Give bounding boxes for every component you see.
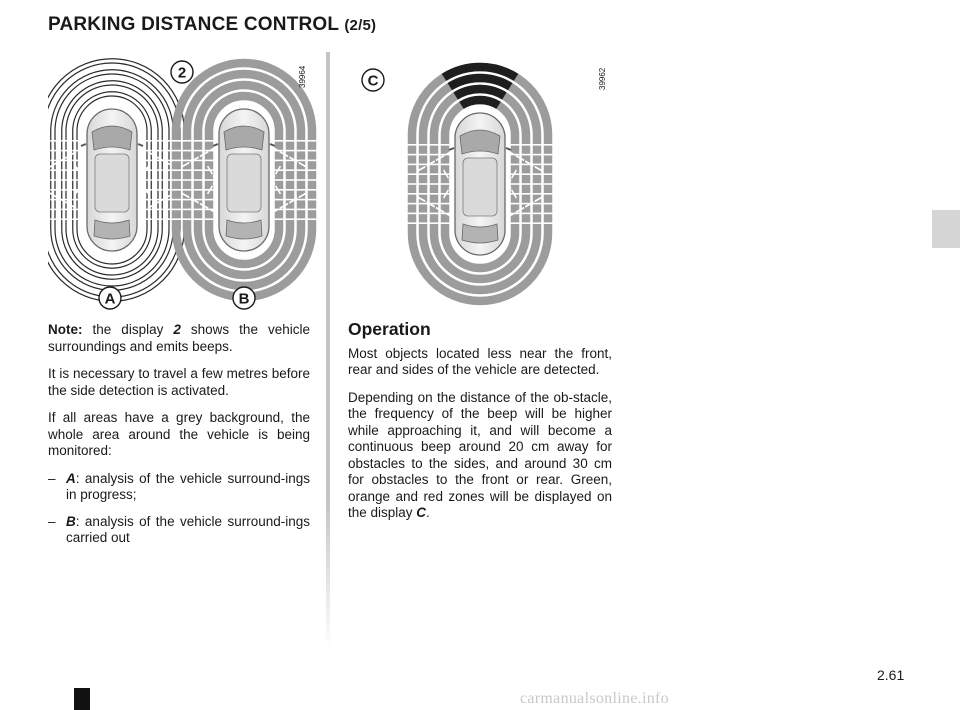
car-roof <box>463 158 497 216</box>
callout-a <box>99 287 121 309</box>
figure-display-c-svg <box>356 52 596 314</box>
corner-marker <box>74 688 90 710</box>
callout-a-text: A <box>104 290 116 308</box>
car-rear-window <box>226 220 262 239</box>
front-zone-active <box>456 89 505 96</box>
car-roof <box>95 154 129 212</box>
chapter-side-tab[interactable] <box>932 210 960 248</box>
section-heading-operation: Operation <box>348 319 431 339</box>
figure-display-a-b-svg <box>48 52 320 314</box>
figure-display-a-b <box>48 52 320 314</box>
car-rear-window <box>94 220 130 239</box>
note-text-post: shows the vehicle surroundings and emits beeps. <box>48 322 310 354</box>
operation-paragraph-1: Most objects located less near the front, rear and sides of the vehicle are detected. <box>348 345 612 377</box>
note-display-ref: 2 <box>173 322 181 337</box>
page-number: 2.61 <box>877 667 905 683</box>
list-item-a <box>48 471 310 504</box>
display-b-graphic <box>171 63 317 297</box>
travel-paragraph: It is necessary to travel a few metres before the side detection is activated. <box>48 366 310 398</box>
callout-b <box>233 287 255 309</box>
callout-2-text: 2 <box>177 64 187 82</box>
operation-paragraph-2-text: Depending on the distance of the ob-stacle, the frequency of the beep will be higher while approaching it, and will become a continuous beep around 20 cm away for obstacles to the sides, and around 30 cm for obstacles to the front or rear. Green, orange and red zones will be displayed on the display <box>348 389 612 520</box>
display-c-ref: C <box>416 505 427 520</box>
callout-c <box>362 69 384 91</box>
figure-display-c <box>356 52 596 314</box>
note-text-pre: the display <box>82 322 174 337</box>
watermark: carmanualsonline.info <box>520 690 669 707</box>
callout-c-text: C <box>367 72 379 90</box>
car-windscreen <box>92 126 132 150</box>
car-roof <box>227 154 261 212</box>
callout-b-text: B <box>238 290 250 308</box>
display-c-graphic <box>407 67 553 301</box>
grey-background-paragraph: If all areas have a grey background, the whole area around the vehicle is being monitored: <box>48 410 310 458</box>
list-dash: – <box>48 470 56 486</box>
display-a-graphic <box>48 59 185 302</box>
left-text-column <box>48 322 310 557</box>
car-windscreen <box>460 130 500 154</box>
list-key-b: B <box>66 513 76 529</box>
figure-ref-right: 39962 <box>598 67 607 90</box>
note-paragraph <box>48 322 310 355</box>
operation-paragraph-2-end: . <box>426 505 430 520</box>
page-title-suffix: (2/5) <box>344 17 377 34</box>
front-zone-active <box>461 100 498 105</box>
car-windscreen <box>224 126 264 150</box>
right-text-column <box>348 321 612 533</box>
figure-ref-left: 39964 <box>298 65 307 88</box>
list-dash: – <box>48 513 56 529</box>
car-rear-window <box>462 224 498 243</box>
list-item-b <box>48 514 310 547</box>
callout-2 <box>171 61 193 83</box>
note-label: Note: <box>48 322 83 337</box>
column-divider <box>326 52 330 648</box>
list-text-b: : analysis of the vehicle surround-ings carried out <box>66 513 310 545</box>
page-title-text: PARKING DISTANCE CONTROL <box>48 14 339 35</box>
operation-paragraph-2 <box>348 390 612 522</box>
page-title <box>48 14 376 36</box>
list-text-a: : analysis of the vehicle surround-ings in progress; <box>66 470 310 502</box>
list-key-a: A <box>66 470 76 486</box>
